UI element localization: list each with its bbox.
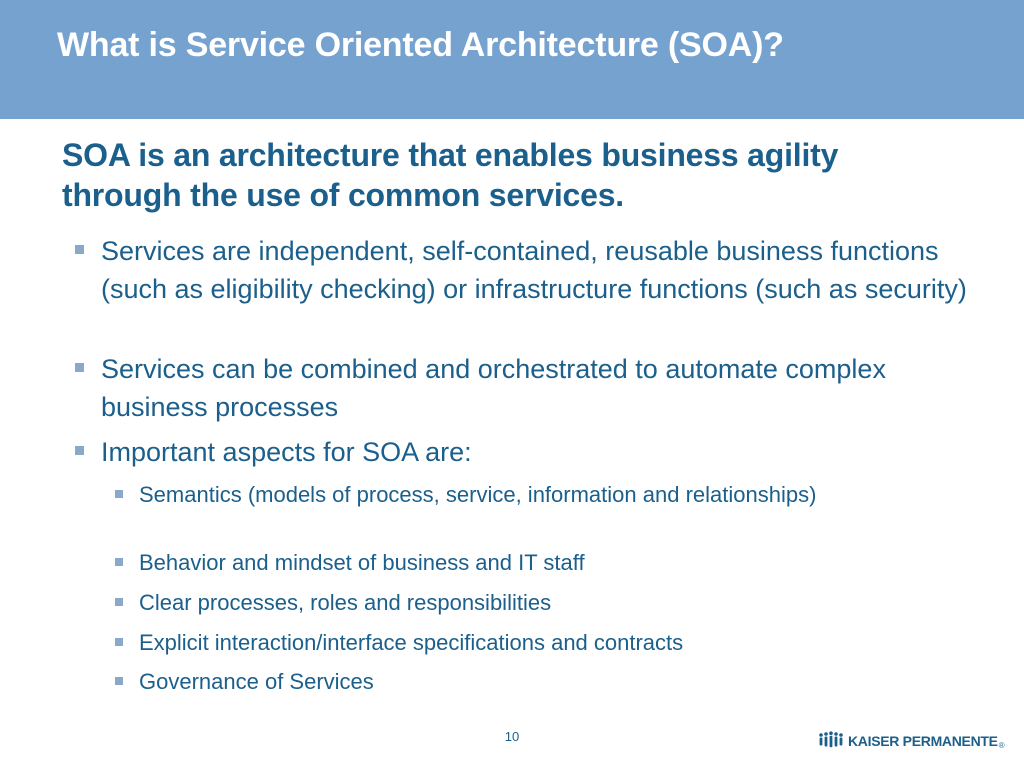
sub-bullet-text: Clear processes, roles and responsibilities [139,590,552,615]
sub-bullet-marker-icon [115,598,123,606]
bullet-marker-icon [75,446,84,455]
sub-bullet-marker-icon [115,638,123,646]
slide-title: What is Service Oriented Architecture (SOA)? [57,26,784,64]
sub-bullet-text: Explicit interaction/interface specifications and contracts [139,630,684,655]
bullet-item [75,433,975,471]
company-logo [818,730,1004,752]
sub-bullet-marker-icon [115,490,123,498]
sub-bullet-text: Behavior and mindset of business and IT staff [139,550,585,575]
sub-bullet-text: Semantics (models of process, service, information and relationships) [139,482,817,507]
logo-wordmark: KAISER PERMANENTE® [848,732,1005,750]
sub-bullet-item [115,480,895,510]
bullet-text: Important aspects for SOA are: [101,437,472,467]
bullet-marker-icon [75,245,84,254]
sub-bullet-item [115,628,895,658]
sub-bullet-item [115,548,895,578]
lead-statement: SOA is an architecture that enables business agility through the use of common services. [62,137,839,213]
sub-bullet-item [115,588,895,618]
bullet-item [75,350,975,426]
sub-bullet-item [115,667,895,697]
bullet-item [75,232,975,308]
sub-bullet-text: Governance of Services [139,669,374,694]
sub-bullet-marker-icon [115,558,123,566]
people-group-icon [818,731,844,751]
page-number: 10 [504,729,520,744]
bullet-marker-icon [75,363,84,372]
bullet-text: Services are independent, self-contained, reusable business functions (such as eligibility checking) or infrastructure functions (such as security) [101,236,967,304]
sub-bullet-marker-icon [115,677,123,685]
bullet-text: Services can be combined and orchestrated to automate complex business processes [101,354,886,422]
